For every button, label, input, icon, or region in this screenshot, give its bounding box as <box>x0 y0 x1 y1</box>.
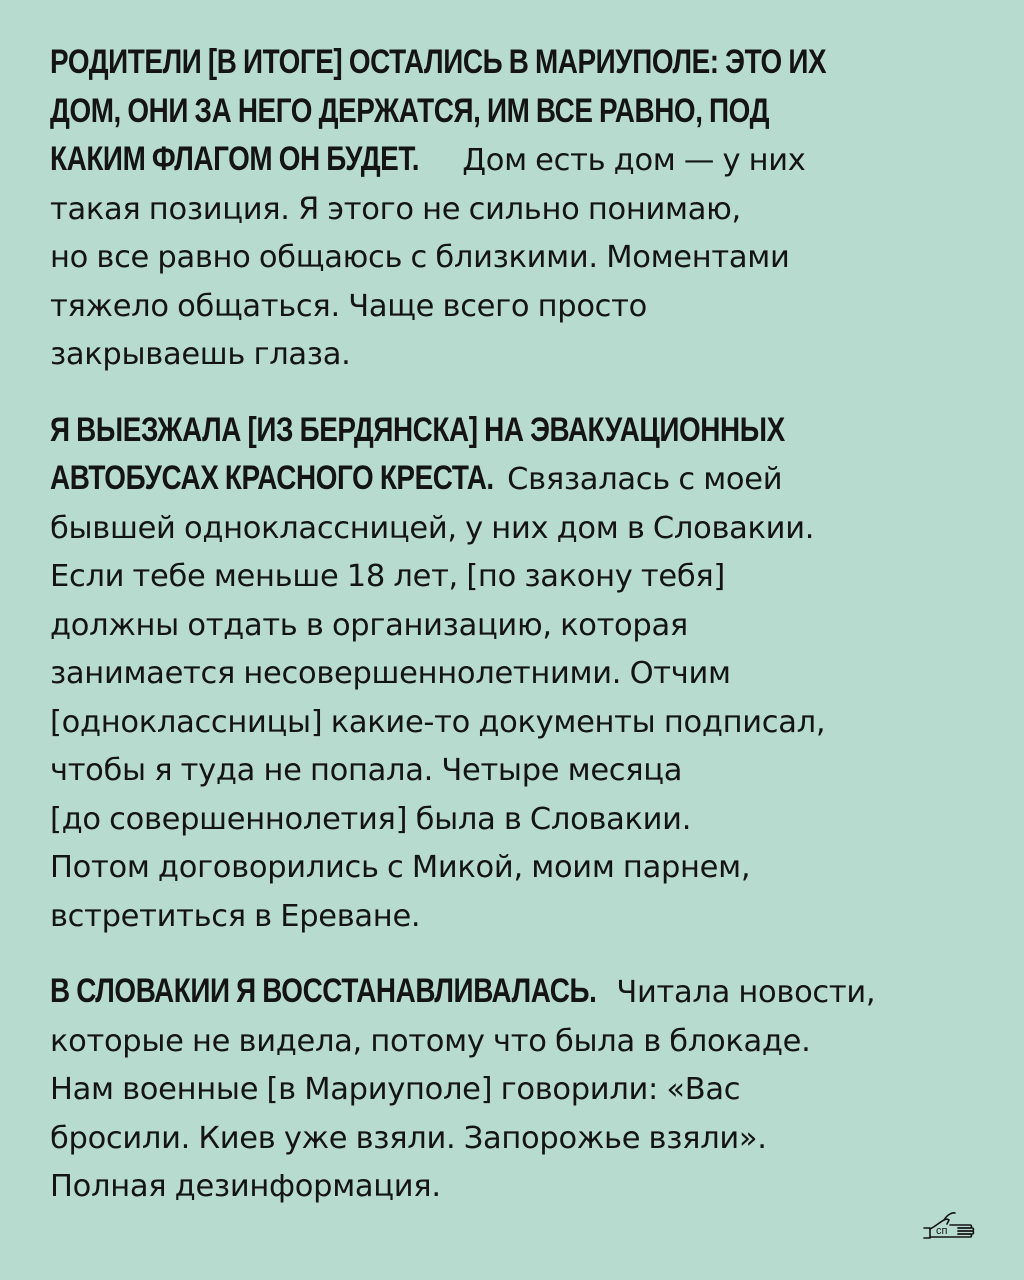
lead-line: ДОМ, ОНИ ЗА НЕГО ДЕРЖАТСЯ, ИМ ВСЕ РАВНО, ПОД <box>50 91 770 130</box>
body-text-line: Потом договорились с Микой, моим парнем, <box>50 850 751 885</box>
mixed-line <box>50 454 980 505</box>
body-text-line: встретиться в Ереване. <box>50 898 421 934</box>
paragraph-slovakia <box>50 967 980 1212</box>
body-text-line: но все равно общаюсь с близкими. Моментами <box>50 240 790 275</box>
body-text-line: занимается несовершеннолетними. Отчим <box>50 656 731 691</box>
body-text-line: Если тебе меньше 18 лет, [по закону тебя] <box>50 559 725 594</box>
body-text-line: бывшей одноклассницей, у них дом в Словакии. <box>50 510 815 546</box>
body-text-inline: Читала новости, <box>616 975 876 1010</box>
brand-logo <box>922 1204 978 1240</box>
body-text-line: [одноклассницы] какие-то документы подписал, <box>50 704 826 740</box>
lead-line: Я ВЫЕЗЖАЛА [ИЗ БЕРДЯНСКА] НА ЭВАКУАЦИОННЫХ <box>50 410 785 449</box>
mixed-line <box>50 967 980 1018</box>
body-text-line: чтобы я туда не попала. Четыре месяца <box>50 753 683 788</box>
lead-inline: КАКИМ ФЛАГОМ ОН БУДЕТ. <box>50 140 420 178</box>
body-text-line: тяжело общаться. Чаще всего просто <box>50 288 647 324</box>
body-text-line: Полная дезинформация. <box>50 1169 441 1204</box>
lead-line: РОДИТЕЛИ [В ИТОГЕ] ОСТАЛИСЬ В МАРИУПОЛЕ: ЭТО ИХ <box>50 43 827 81</box>
paragraph-parents <box>50 38 980 380</box>
body-text-line: [до совершеннолетия] была в Словакии. <box>50 801 692 837</box>
body-text-inline: Дом есть дом — у них <box>462 143 806 178</box>
body-text-inline: Связалась с моей <box>507 462 783 497</box>
paragraph-evacuation <box>50 406 980 942</box>
lead-inline: АВТОБУСАХ КРАСНОГО КРЕСТА. <box>50 459 494 497</box>
lead-inline: В СЛОВАКИИ Я ВОССТАНАВЛИВАЛАСЬ. <box>50 972 597 1010</box>
article-body <box>50 38 980 1238</box>
logo-text: сп <box>936 1225 948 1237</box>
body-text-line: бросили. Киев уже взяли. Запорожье взяли». <box>50 1120 767 1156</box>
body-text-line: закрываешь глаза. <box>50 337 351 372</box>
body-text-line: которые не видела, потому что была в блокаде. <box>50 1023 811 1059</box>
body-text-line: должны отдать в организацию, которая <box>50 607 688 643</box>
mixed-line <box>50 135 980 186</box>
body-text-line: Нам военные [в Мариуполе] говорили: «Вас <box>50 1072 741 1107</box>
hand-logo-icon <box>922 1204 978 1240</box>
body-text-line: такая позиция. Я этого не сильно понимаю, <box>50 191 741 227</box>
